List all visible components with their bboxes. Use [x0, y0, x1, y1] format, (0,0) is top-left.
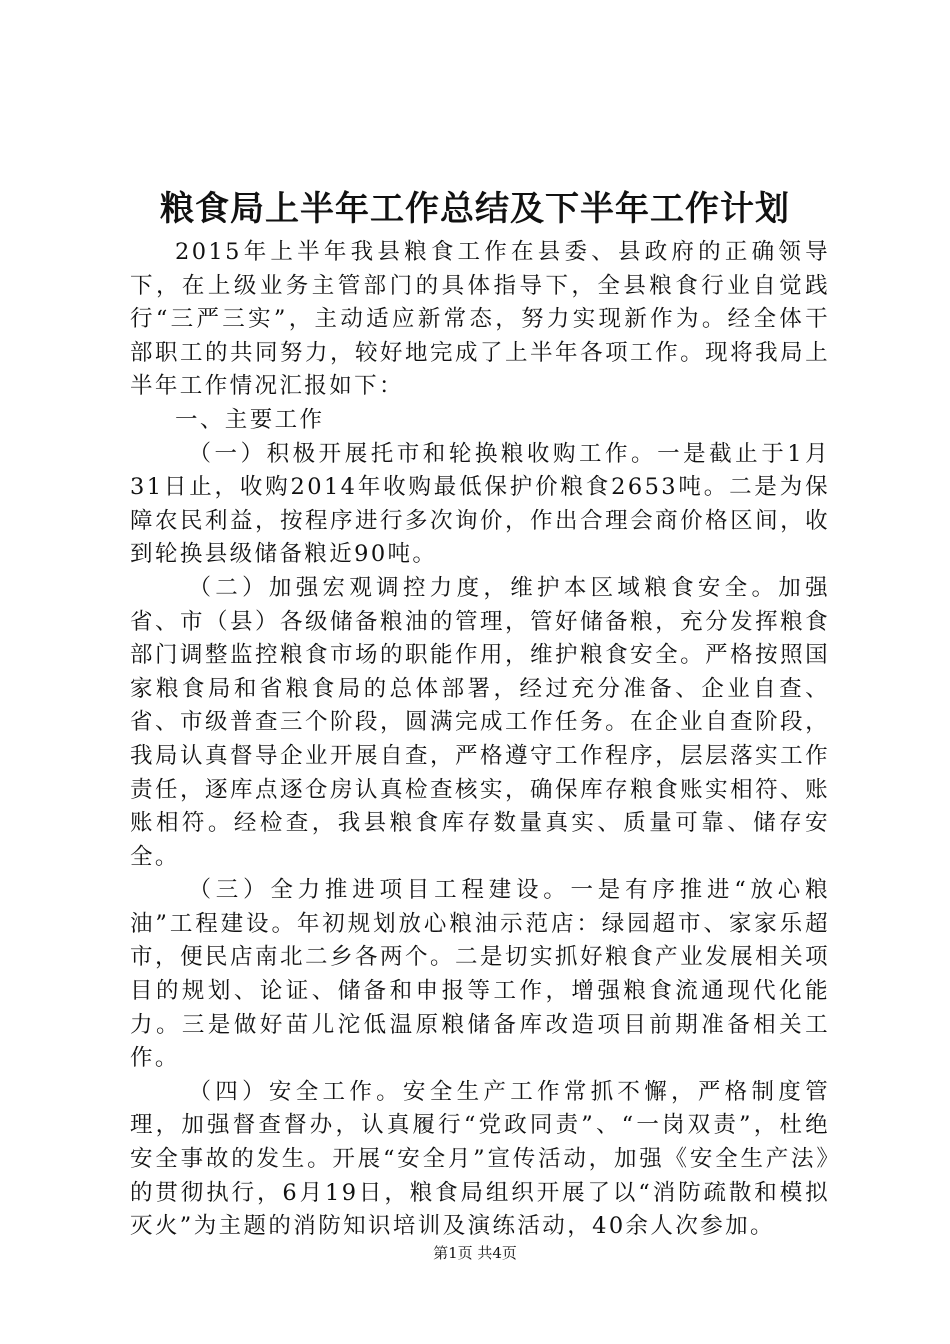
document-title: 粮食局上半年工作总结及下半年工作计划: [160, 189, 790, 229]
paragraph-intro: 2015年上半年我县粮食工作在县委、县政府的正确领导下，在上级业务主管部门的具体指导下，全县粮食行业自觉践行“三严三实”，主动适应新常态，努力实现新作为。经全体干部职工的共同努力，较好地完成了上半年各项工作。现将我局上半年工作情况汇报如下：: [130, 239, 830, 400]
paragraph-safety-work: （四）安全工作。安全生产工作常抓不懈，严格制度管理，加强督查督办，认真履行“党政同责”、“一岗双责”，杜绝安全事故的发生。开展“安全月”宣传活动，加强《安全生产法》的贯彻执行，6月19日，粮食局组织开展了以“消防疏散和模拟灭火”为主题的消防知识培训及演练活动，40余人次参加。: [130, 1078, 830, 1240]
paragraph-macro-control: （二）加强宏观调控力度，维护本区域粮食安全。加强省、市（县）各级储备粮油的管理，管好储备粮，充分发挥粮食部门调整监控粮食市场的职能作用，维护粮食安全。严格按照国家粮食局和省粮食局的总体部署，经过充分准备、企业自查、省、市级普查三个阶段，圆满完成工作任务。在企业自查阶段，我局认真督导企业开展自查，严格遵守工作程序，层层落实工作责任，逐库点逐仓房认真检查核实，确保库存粮食账实相符、账账相符。经检查，我县粮食库存数量真实、质量可靠、储存安全。: [130, 574, 830, 870]
paragraph-grain-purchase: （一）积极开展托市和轮换粮收购工作。一是截止于1月31日止，收购2014年收购最低保护价粮食2653吨。二是为保障农民利益，按程序进行多次询价，作出合理会商价格区间，收到轮换县级储备粮近90吨。: [130, 440, 830, 568]
page-number-footer: 第1页 共4页: [433, 1244, 517, 1262]
document-body: [130, 236, 830, 1244]
paragraph-project-construction: （三）全力推进项目工程建设。一是有序推进“放心粮油”工程建设。年初规划放心粮油示范店：绿园超市、家家乐超市，便民店南北二乡各两个。二是切实抓好粮食产业发展相关项目的规划、论证、储备和申报等工作，增强粮食流通现代化能力。三是做好苗儿沱低温原粮储备库改造项目前期准备相关工作。: [130, 877, 830, 1072]
section-heading-main-work: 一、主要工作: [175, 406, 325, 433]
